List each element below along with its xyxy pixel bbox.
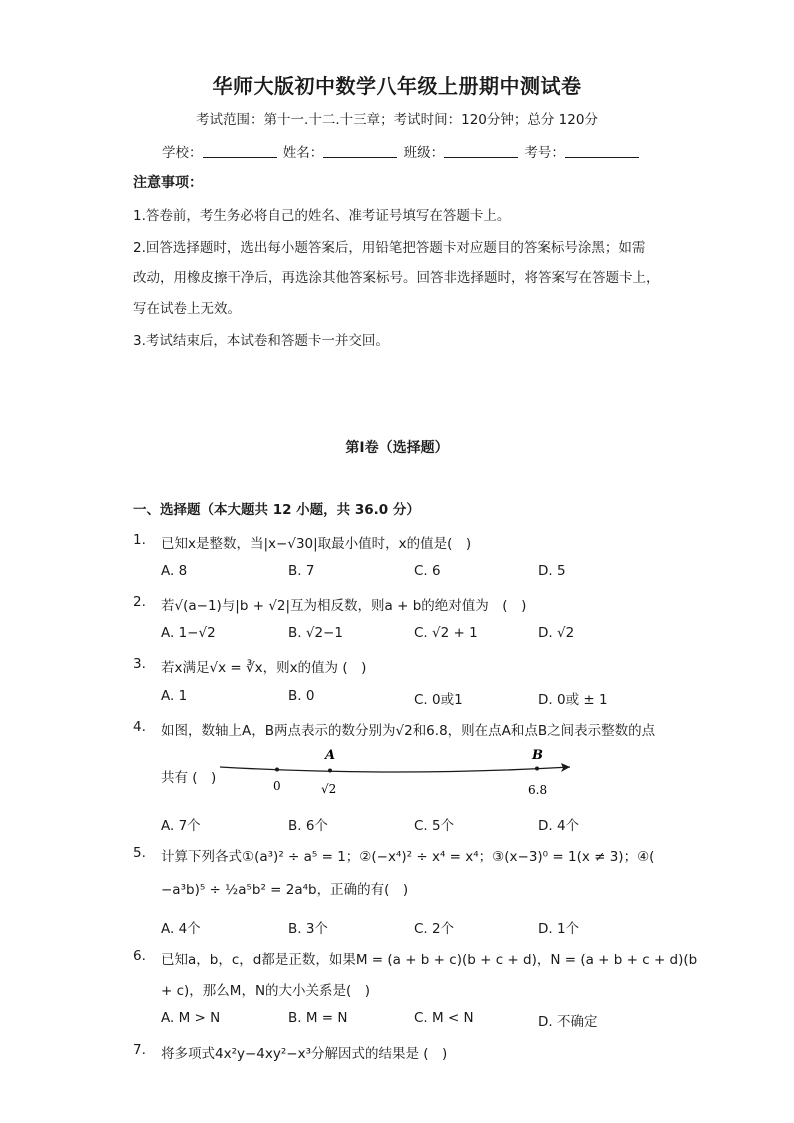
notice-line: 写在试卷上无效。 xyxy=(133,301,241,317)
number-line-figure xyxy=(215,745,580,805)
question-number: 2. xyxy=(133,594,146,610)
tick-label-0: 0 xyxy=(273,779,281,793)
question-number: 5. xyxy=(133,845,146,861)
point-a xyxy=(328,769,332,773)
option-c: C. M < N xyxy=(414,1010,474,1026)
option-b: B. √2−1 xyxy=(288,625,343,641)
option-d: D. √2 xyxy=(538,625,575,641)
option-d: D. 5 xyxy=(538,563,566,579)
question-number: 4. xyxy=(133,719,146,735)
notice-line: 1.答卷前，考生务必将自己的姓名、准考证号填写在答题卡上。 xyxy=(133,208,511,224)
field-school-label: 学校： xyxy=(162,145,203,161)
question-number: 3. xyxy=(133,656,146,672)
question-number: 6. xyxy=(133,948,146,964)
question-text-cont: −a³b)⁵ ÷ ½a⁵b² = 2a⁴b，正确的有( ) xyxy=(161,882,409,898)
question-text: 若√(a−1)与|b + √2|互为相反数，则a + b的绝对值为 ( ) xyxy=(161,598,527,614)
option-b: B. M = N xyxy=(288,1010,348,1026)
label-a: A xyxy=(325,748,336,763)
field-school-blank[interactable] xyxy=(203,145,277,158)
field-name-blank[interactable] xyxy=(323,145,397,158)
field-id-label: 考号： xyxy=(524,145,565,161)
notice-line: 3.考试结束后，本试卷和答题卡一并交回。 xyxy=(133,333,389,349)
question-text-cont: 共有 ( ) xyxy=(161,770,217,786)
label-b: B xyxy=(532,748,543,763)
tick-label-sqrt2: √2 xyxy=(321,782,337,796)
question-text: 若x满足√x = ∛x，则x的值为 ( ) xyxy=(161,660,367,676)
question-text-cont: + c)，那么M，N的大小关系是( ) xyxy=(161,983,371,999)
option-a: A. 4个 xyxy=(161,921,201,937)
option-c: C. 0或1 xyxy=(414,692,463,708)
question-number: 7. xyxy=(133,1042,146,1058)
exam-range: 考试范围：第十一.十二.十三章；考试时间：120分钟；总分 120分 xyxy=(196,112,598,128)
exam-title: 华师大版初中数学八年级上册期中测试卷 xyxy=(212,74,582,98)
field-class-blank[interactable] xyxy=(444,145,518,158)
option-a: A. M > N xyxy=(161,1010,221,1026)
question-number: 1. xyxy=(133,532,146,548)
option-d: D. 不确定 xyxy=(538,1014,598,1030)
question-text: 已知x是整数，当|x−√30|取最小值时，x的值是( ) xyxy=(161,536,472,552)
option-d: D. 0或 ± 1 xyxy=(538,692,608,708)
field-class-label: 班级： xyxy=(403,145,445,161)
tick-label-6-8: 6.8 xyxy=(528,783,548,797)
option-d: D. 1个 xyxy=(538,921,580,937)
question-text: 如图，数轴上A，B两点表示的数分别为√2和6.8，则在点A和点B之间表示整数的点 xyxy=(161,723,656,739)
question-text: 已知a，b，c，d都是正数，如果M = (a + b + c)(b + c + d)，N = (a + b + c + d)(b xyxy=(161,952,698,968)
option-d: D. 4个 xyxy=(538,818,580,834)
number-line-axis xyxy=(220,767,570,772)
point-zero xyxy=(275,768,279,772)
part-heading: 一、选择题（本大题共 12 小题，共 36.0 分） xyxy=(133,502,420,518)
notice-heading: 注意事项： xyxy=(133,175,203,191)
student-info-row xyxy=(162,141,641,161)
option-c: C. 6 xyxy=(414,563,441,579)
option-b: B. 7 xyxy=(288,563,315,579)
option-a: A. 8 xyxy=(161,563,188,579)
option-a: A. 1 xyxy=(161,688,188,704)
question-text: 将多项式4x²y−4xy²−x³分解因式的结果是 ( ) xyxy=(161,1046,448,1062)
section-title: 第I卷（选择题） xyxy=(345,440,449,456)
option-b: B. 3个 xyxy=(288,921,328,937)
question-text: 计算下列各式①(a³)² ÷ a⁵ = 1；②(−x⁴)² ÷ x⁴ = x⁴；③(x−3)⁰ = 1(x ≠ 3)；④( xyxy=(161,849,655,865)
option-c: C. 2个 xyxy=(414,921,455,937)
option-c: C. 5个 xyxy=(414,818,455,834)
field-name-label: 姓名： xyxy=(282,145,324,161)
option-c: C. √2 + 1 xyxy=(414,625,478,641)
option-b: B. 0 xyxy=(288,688,315,704)
option-a: A. 1−√2 xyxy=(161,625,216,641)
point-b xyxy=(535,767,539,771)
option-a: A. 7个 xyxy=(161,818,201,834)
field-id-blank[interactable] xyxy=(565,145,639,158)
notice-line: 改动，用橡皮擦干净后，再选涂其他答案标号。回答非选择题时，将答案写在答题卡上， xyxy=(133,270,660,286)
notice-line: 2.回答选择题时，选出每小题答案后，用铅笔把答题卡对应题目的答案标号涂黑；如需 xyxy=(133,240,646,256)
option-b: B. 6个 xyxy=(288,818,328,834)
